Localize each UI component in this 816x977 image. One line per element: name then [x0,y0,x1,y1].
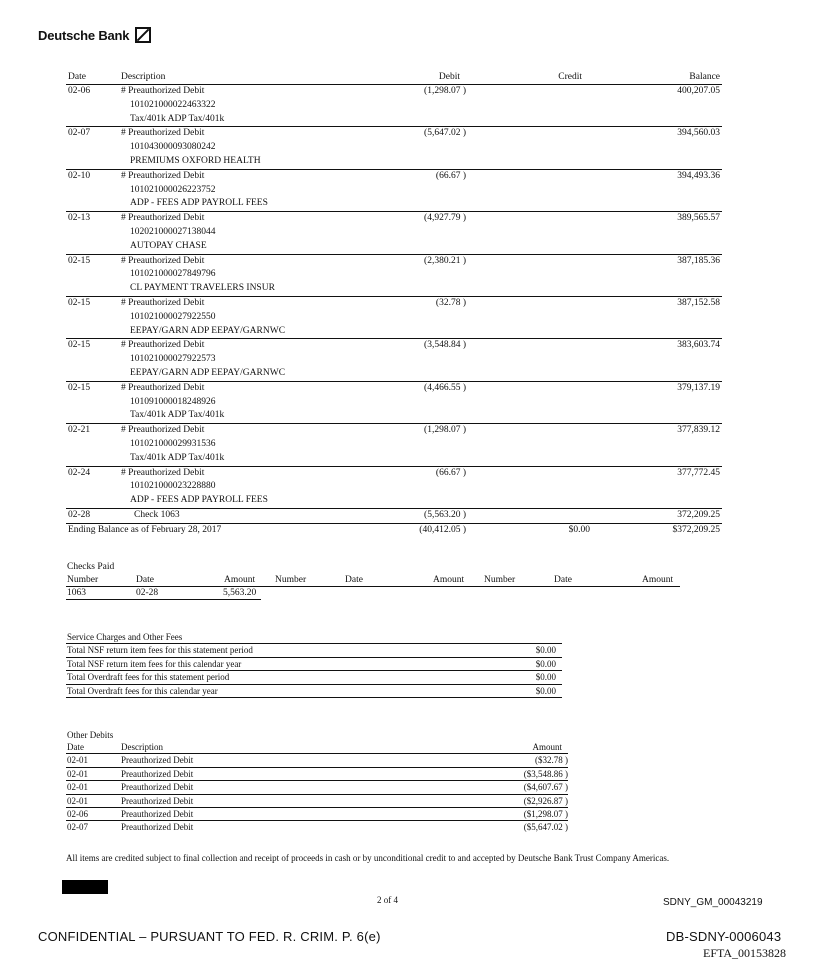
service-charge-row [66,658,562,672]
service-charge-amount: $0.00 [535,658,556,669]
transaction-line-main [66,127,722,141]
transaction-date: 02-15 [68,340,91,351]
service-charge-label: Total NSF return item fees for this statement period [67,645,253,655]
other-debit-row [66,754,568,767]
transaction-line-ref [66,268,722,282]
transaction-line-detail [66,155,722,169]
transaction-line-detail [66,367,722,381]
transaction-balance: 387,152.58 [677,297,720,308]
col-debit: Debit [438,72,460,82]
transactions-header [66,73,722,85]
transaction-line-detail [66,409,722,423]
transaction-row [66,382,722,424]
service-charge-amount: $0.00 [535,685,556,696]
other-debit-row [66,795,568,808]
transaction-line-ref [66,396,722,410]
od-col-amount: Amount [532,742,562,752]
transaction-description: # Preauthorized Debit [121,340,205,351]
check-number: 1063 [67,588,86,598]
transaction-date: 02-15 [68,382,91,393]
transaction-line-detail [66,452,722,466]
col-number-2: Number [275,575,307,585]
service-charges-section [66,631,562,698]
other-debit-amount: ($5,647.02 ) [523,822,568,833]
redaction-box [62,880,108,894]
od-col-date: Date [67,742,84,752]
other-debit-date: 02-01 [67,768,88,779]
bank-name: Deutsche Bank [38,27,130,43]
transaction-date: 02-24 [68,467,91,478]
col-credit: Credit [558,72,582,82]
transaction-debit: (66.67 ) [435,170,466,181]
checks-paid-header [66,574,680,587]
transaction-line-ref [66,438,722,452]
col-balance: Balance [689,72,720,82]
other-debit-date: 02-01 [67,782,88,793]
transaction-date: 02-15 [68,255,91,266]
transaction-reference: 102021000027138044 [130,226,216,237]
other-debits-header [66,741,568,754]
transaction-date: 02-15 [68,297,91,308]
transaction-date: 02-10 [68,170,91,181]
transaction-line-main [66,467,722,481]
transaction-date: 02-06 [68,86,91,96]
transaction-line-ref [66,184,722,198]
other-debit-date: 02-01 [67,795,88,806]
col-date: Date [68,72,86,82]
transaction-debit: (4,927.79 ) [424,213,466,224]
other-debit-amount: ($2,926.87 ) [523,795,568,806]
ending-debit: (40,412.05 ) [419,524,466,535]
transaction-date: 02-13 [68,213,91,224]
page-number: 2 of 4 [377,895,398,905]
service-charges-rows [66,644,562,698]
transaction-balance: 394,560.03 [677,128,720,139]
service-charge-label: Total NSF return item fees for this calendar year [67,658,242,669]
service-charge-row [66,671,562,685]
transaction-line-detail [66,494,722,508]
other-debit-row [66,821,568,833]
transaction-debit: (66.67 ) [435,467,466,478]
transaction-line-main [66,255,722,269]
transaction-detail: Tax/401k ADP Tax/401k [130,452,225,463]
col-amount-1: Amount [224,575,256,585]
transactions-table [66,73,722,538]
check-description: Check 1063 [134,509,180,520]
bates-db: DB-SDNY-0006043 [666,929,782,944]
other-debit-description: Preauthorized Debit [121,808,194,819]
transaction-debit: (4,466.55 ) [424,382,466,393]
transaction-reference: 101091000018248926 [130,396,216,407]
transaction-reference: 101021000023228880 [130,481,216,492]
transaction-debit: (5,647.02 ) [424,128,466,139]
transaction-balance: 387,185.36 [677,255,720,266]
transaction-line-detail [66,240,722,254]
check-debit: (5,563.20 ) [424,509,466,520]
other-debit-description: Preauthorized Debit [121,768,194,779]
other-debit-row [66,768,568,781]
other-debit-date: 02-07 [67,822,88,833]
col-description: Description [121,72,166,82]
transaction-balance: 394,493.36 [677,170,720,181]
transaction-date: 02-21 [68,425,91,436]
transaction-description: # Preauthorized Debit [121,170,205,181]
transaction-row [66,255,722,297]
checks-paid-section [66,561,680,600]
other-debits-rows [66,754,568,833]
transaction-row [66,467,722,509]
transaction-detail: PREMIUMS OXFORD HEALTH [130,155,261,166]
transaction-balance: 389,565.57 [677,213,720,224]
check-paid-date: 02-28 [136,588,159,598]
col-amount-3: Amount [642,575,674,585]
transaction-row [66,127,722,169]
other-debit-description: Preauthorized Debit [121,822,194,833]
transaction-line-main [66,85,722,99]
transaction-line-main [66,212,722,226]
transaction-detail: AUTOPAY CHASE [130,240,207,251]
transaction-reference: 101021000026223752 [130,184,216,195]
transaction-line-ref [66,141,722,155]
transaction-line-detail [66,113,722,127]
service-charge-amount: $0.00 [535,672,556,682]
transaction-description: # Preauthorized Debit [121,467,205,478]
transaction-detail: CL PAYMENT TRAVELERS INSUR [130,283,275,294]
col-amount-2: Amount [433,575,465,585]
other-debit-amount: ($32.78 ) [535,755,568,766]
check-balance: 372,209.25 [677,509,720,520]
transaction-line-ref [66,226,722,240]
service-charge-label: Total Overdraft fees for this calendar year [67,685,218,696]
transaction-line-main [66,297,722,311]
service-charge-row [66,644,562,658]
transaction-description: # Preauthorized Debit [121,425,205,436]
col-number-3: Number [484,575,516,585]
transaction-balance: 383,603.74 [677,340,720,351]
check-amount: 5,563.20 [223,588,257,598]
transaction-reference: 101021000027922573 [130,354,216,365]
transaction-line-ref [66,353,722,367]
transaction-date: 02-07 [68,128,91,139]
transaction-debit: (1,298.07 ) [424,86,466,96]
transaction-reference: 101021000022463322 [130,99,216,110]
transaction-row [66,85,722,127]
transaction-description: # Preauthorized Debit [121,128,205,139]
checks-paid-row [66,587,261,600]
transaction-description: # Preauthorized Debit [121,297,205,308]
transaction-debit: (32.78 ) [435,297,466,308]
transaction-row [66,170,722,212]
other-debit-date: 02-06 [67,808,88,819]
service-charges-title: Service Charges and Other Fees [66,631,562,644]
confidential-notice: CONFIDENTIAL – PURSUANT TO FED. R. CRIM. P. 6(e) [38,929,381,944]
other-debit-date: 02-01 [67,755,88,766]
ending-credit: $0.00 [568,524,590,535]
bates-gm: SDNY_GM_00043219 [663,897,763,908]
checks-paid-title: Checks Paid [67,562,115,572]
other-debit-description: Preauthorized Debit [121,782,194,793]
other-debit-amount: ($3,548.86 ) [523,768,568,779]
transactions-rows [66,85,722,509]
transaction-reference: 101043000093080242 [130,142,216,153]
footnote: All items are credited subject to final collection and receipt of proceeds in cash or by unconditional credit to and accepted by Deutsche Bank Trust Company Americas. [66,853,670,863]
transaction-balance: 400,207.05 [677,86,720,96]
transaction-row [66,212,722,254]
ending-balance: $372,209.25 [672,524,720,535]
transaction-reference: 101021000029931536 [130,438,216,449]
efta-number: EFTA_00153828 [703,946,787,960]
transaction-debit: (3,548.84 ) [424,340,466,351]
transaction-line-main [66,339,722,353]
transaction-line-main [66,382,722,396]
transaction-reference: 101021000027922550 [130,311,216,322]
col-date-3: Date [554,575,572,585]
other-debit-amount: ($4,607.67 ) [523,782,568,793]
transaction-balance: 377,839.12 [677,425,720,436]
transaction-row [66,424,722,466]
transaction-description: # Preauthorized Debit [121,255,205,266]
service-charge-row [66,685,562,699]
transaction-detail: EEPAY/GARN ADP EEPAY/GARNWC [130,367,286,378]
other-debit-amount: ($1,298.07 ) [523,808,568,819]
transaction-debit: (2,380.21 ) [424,255,466,266]
col-date-2: Date [345,575,363,585]
transaction-detail: EEPAY/GARN ADP EEPAY/GARNWC [130,325,286,336]
transaction-debit: (1,298.07 ) [424,425,466,436]
transaction-reference: 101021000027849796 [130,269,216,280]
transaction-row [66,297,722,339]
transaction-balance: 379,137.19 [677,382,720,393]
transaction-detail: ADP - FEES ADP PAYROLL FEES [130,495,268,506]
other-debits-section [66,729,568,834]
transaction-detail: ADP - FEES ADP PAYROLL FEES [130,198,268,209]
transaction-line-main [66,170,722,184]
transaction-description: # Preauthorized Debit [121,86,205,96]
transaction-detail: Tax/401k ADP Tax/401k [130,113,225,124]
other-debit-row [66,808,568,821]
transaction-detail: Tax/401k ADP Tax/401k [130,410,225,421]
col-date-1: Date [136,575,154,585]
service-charge-amount: $0.00 [535,645,556,655]
other-debit-row [66,781,568,794]
other-debit-description: Preauthorized Debit [121,795,194,806]
check-row [66,509,722,524]
transaction-line-ref [66,480,722,494]
transaction-description: # Preauthorized Debit [121,382,205,393]
od-col-description: Description [121,742,163,752]
col-number-1: Number [67,575,99,585]
transaction-line-main [66,424,722,438]
ending-label: Ending Balance as of February 28, 2017 [68,524,222,535]
transaction-description: # Preauthorized Debit [121,213,205,224]
transaction-line-detail [66,325,722,339]
transaction-line-detail [66,282,722,296]
transaction-line-ref [66,99,722,113]
bank-logo [38,27,151,43]
transaction-row [66,339,722,381]
other-debits-title: Other Debits [67,730,114,740]
service-charge-label: Total Overdraft fees for this statement period [67,672,230,682]
transaction-balance: 377,772.45 [677,467,720,478]
ending-balance-row [66,524,722,538]
transaction-line-ref [66,311,722,325]
check-date: 02-28 [68,509,91,520]
other-debit-description: Preauthorized Debit [121,755,194,766]
deutsche-bank-slash-icon [135,27,151,43]
transaction-line-detail [66,197,722,211]
